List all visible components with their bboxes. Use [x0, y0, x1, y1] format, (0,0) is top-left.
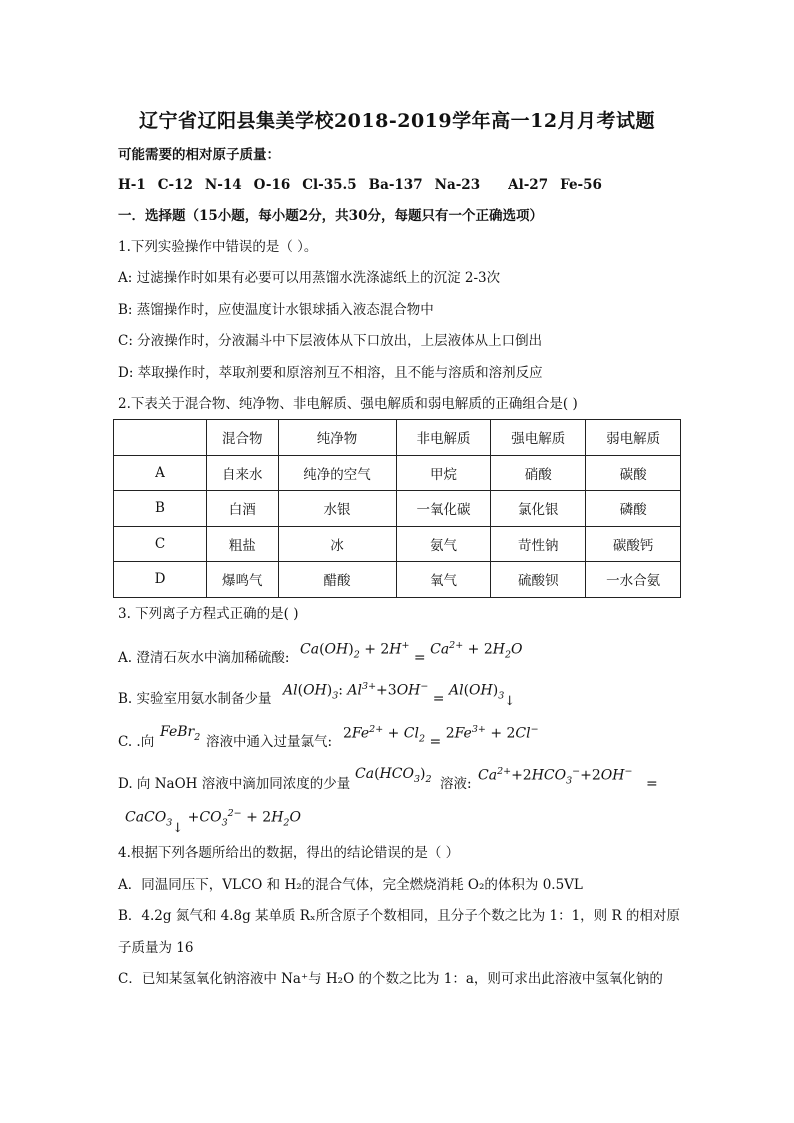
table-cell: 一氧化碳 — [396, 491, 491, 527]
table-cell: 水银 — [278, 491, 396, 527]
mass-item: Na-23 — [434, 177, 481, 193]
q3-option-d-equals: = — [646, 776, 658, 792]
q3-option-c-formula: FeBr$_2$ — [160, 724, 201, 743]
q4-option-b-line2: 子质量为 16 — [118, 940, 194, 956]
table-cell: D — [114, 562, 207, 598]
table-cell: 硫酸钡 — [491, 562, 586, 598]
table-cell: 白酒 — [207, 491, 279, 527]
q3-option-d-label2: 溶液: — [440, 776, 472, 792]
table-cell: 一水合氨 — [586, 562, 681, 598]
table-cell: 混合物 — [207, 420, 279, 456]
q4-option-b-line1: B．4.2g 氮气和 4.8g 某单质 Rₓ所含原子个数相同，且分子个数之比为 1：1，则 R 的相对原 — [118, 908, 680, 924]
table-cell: 醋酸 — [278, 562, 396, 598]
table-cell: 非电解质 — [396, 420, 491, 456]
q1-option-d: D: 萃取操作时，萃取剂要和原溶剂互不相溶，且不能与溶质和溶剂反应 — [118, 365, 543, 381]
page-title: 辽宁省辽阳县集美学校2018-2019学年高一12月月考试题 — [138, 110, 656, 132]
q3-option-c-equation: $2Fe^{2+} + Cl_2 = 2Fe^{3+} + 2Cl^-$ — [343, 724, 539, 750]
q3-option-d-equation-part2: CaCO$_3$↓ $+CO_3^{2-} + 2H_2O$ — [125, 808, 301, 836]
q1-option-b: B: 蒸馏操作时，应使温度计水银球插入液态混合物中 — [118, 302, 434, 318]
q3-option-c-label1: C. .向 — [118, 734, 155, 750]
table-cell: 弱电解质 — [586, 420, 681, 456]
table-header-row — [114, 420, 681, 456]
table-cell: 碳酸 — [586, 455, 681, 491]
mass-item: Al-27 — [508, 177, 549, 193]
table-cell: B — [114, 491, 207, 527]
table-cell: C — [114, 526, 207, 562]
q3-option-a-label: A. 澄清石灰水中滴加稀硫酸: — [118, 650, 290, 666]
q3-option-b-equation: $Al(OH)_3$: $Al^{3+}+3OH^-$ = $Al(OH)_3↓$ — [283, 681, 516, 709]
q2-stem: 2.下表关于混合物、纯净物、非电解质、强电解质和弱电解质的正确组合是( ) — [118, 396, 578, 412]
table-cell: 强电解质 — [491, 420, 586, 456]
mass-item: Ba-137 — [368, 177, 423, 193]
table-cell: 冰 — [278, 526, 396, 562]
mass-item: O-16 — [253, 177, 291, 193]
q3-option-d-label1: D. 向 NaOH 溶液中滴加同浓度的少量 — [118, 776, 351, 792]
table-row — [114, 562, 681, 598]
table-cell: 纯净物 — [278, 420, 396, 456]
q1-option-a: A: 过滤操作时如果有必要可以用蒸馏水洗涤滤纸上的沉淀 2-3次 — [118, 270, 501, 286]
masses-heading: 可能需要的相对原子质量： — [118, 147, 280, 163]
mass-item: Cl-35.5 — [302, 177, 357, 193]
mass-item: H-1 — [118, 177, 146, 193]
q3-stem: 3. 下列离子方程式正确的是( ) — [118, 606, 299, 622]
mass-item: N-14 — [204, 177, 242, 193]
table-row — [114, 491, 681, 527]
table-cell: 氯化银 — [491, 491, 586, 527]
table-cell: 碳酸钙 — [586, 526, 681, 562]
table-cell — [114, 420, 207, 456]
q3-option-c-label2: 溶液中通入过量氯气: — [206, 734, 333, 750]
q3-option-b-label: B. 实验室用氨水制备少量 — [118, 691, 272, 707]
q4-stem: 4.根据下列各题所给出的数据，得出的结论错误的是（ ） — [118, 845, 460, 861]
table-cell: 苛性钠 — [491, 526, 586, 562]
table-cell: 粗盐 — [207, 526, 279, 562]
q2-table — [113, 419, 681, 598]
table-cell: A — [114, 455, 207, 491]
table-row — [114, 526, 681, 562]
table-cell: 磷酸 — [586, 491, 681, 527]
q3-option-a-equation: $Ca(OH)_2 + 2H^+ = Ca^{2+} + 2H_2O$ — [300, 640, 523, 666]
table-cell: 甲烷 — [396, 455, 491, 491]
q3-option-d-formula: $Ca(HCO_3)_2$ — [355, 766, 432, 785]
table-cell: 自来水 — [207, 455, 279, 491]
table-cell: 硝酸 — [491, 455, 586, 491]
q3-option-d-equation-part1: $Ca^{2+}+2HCO_3^-+2OH^-$ — [478, 766, 633, 787]
q1-option-c: C: 分液操作时，分液漏斗中下层液体从下口放出，上层液体从上口倒出 — [118, 333, 543, 349]
table-cell: 纯净的空气 — [278, 455, 396, 491]
table-row — [114, 455, 681, 491]
mass-item: C-12 — [157, 177, 193, 193]
table-cell: 爆鸣气 — [207, 562, 279, 598]
q4-option-a: A．同温同压下，VLCO 和 H₂的混合气体，完全燃烧消耗 O₂的体积为 0.5VL — [118, 877, 583, 893]
q4-option-c: C．已知某氢氧化钠溶液中 Na⁺与 H₂O 的个数之比为 1：a，则可求出此溶液中氢氧化钠的 — [118, 971, 663, 987]
mass-item: Fe-56 — [560, 177, 602, 193]
table-cell: 氧气 — [396, 562, 491, 598]
section-heading: 一．选择题（15小题，每小题2分，共30分，每题只有一个正确选项） — [118, 208, 543, 224]
atomic-masses — [118, 177, 614, 193]
q1-stem: 1.下列实验操作中错误的是（ ）。 — [118, 239, 318, 255]
table-cell: 氨气 — [396, 526, 491, 562]
